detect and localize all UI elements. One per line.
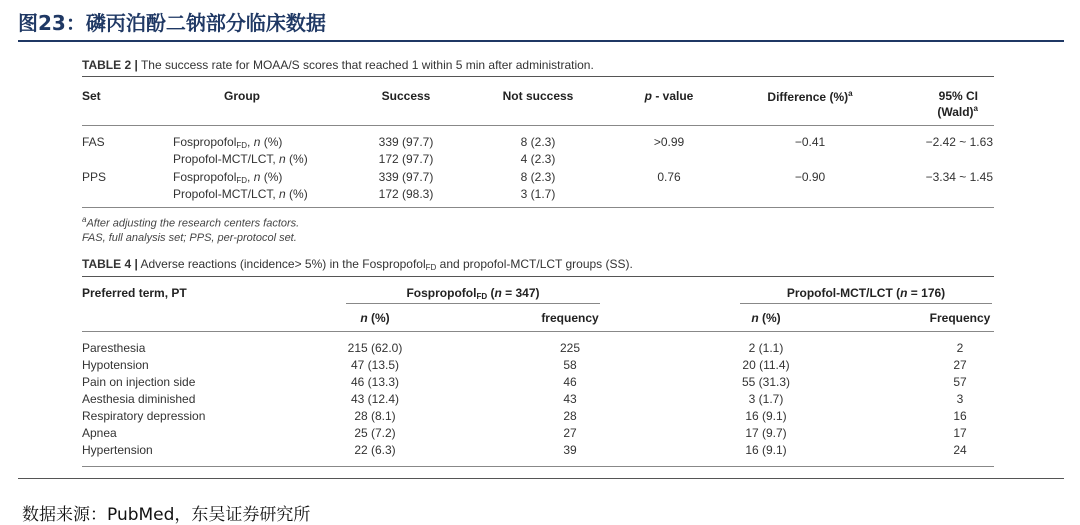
table2-cell-ci: −3.34 ~ 1.45	[925, 170, 993, 184]
table4-cell-prop-n: 16 (9.1)	[745, 443, 787, 457]
table2-row-group-propofol: Propofol-MCT/LCT, n (%)	[173, 187, 308, 201]
table2-cell: 4 (2.3)	[520, 152, 556, 166]
title-rule	[18, 40, 1064, 42]
table2-cell-p: >0.99	[653, 135, 685, 149]
table2-cell-ci: −2.42 ~ 1.63	[925, 135, 993, 149]
table2-row-set-fas: FAS	[82, 135, 105, 149]
table4-header-prop-n: n (%)	[751, 311, 781, 325]
table4-cell-prop-n: 3 (1.7)	[748, 392, 784, 406]
table4-header-fos-frequency: frequency	[541, 311, 599, 325]
table2-header-ci-wald: (Wald)$^a$	[937, 104, 978, 119]
table4-cell-fos-frequency: 58	[563, 358, 577, 372]
table2-header-rule	[82, 125, 994, 126]
table4-cell-fos-n: 43 (12.4)	[350, 392, 400, 406]
table2-header-ci: 95% CI	[938, 89, 978, 103]
table4-header-propofol: Propofol-MCT/LCT (n = 176)	[786, 286, 946, 300]
table4-cell-prop-n: 16 (9.1)	[745, 409, 787, 423]
table4-cell-prop-frequency: 24	[953, 443, 967, 457]
table2-caption	[82, 58, 594, 72]
table4-cell-term: Hypertension	[82, 443, 153, 457]
table4-label: TABLE 4 |	[82, 257, 138, 271]
table4-cell-prop-frequency: 16	[953, 409, 967, 423]
table4-cell-prop-n: 55 (31.3)	[741, 375, 791, 389]
table4-top-rule	[82, 276, 994, 277]
table4-cell-fos-frequency: 39	[563, 443, 577, 457]
table4-cell-prop-frequency: 17	[953, 426, 967, 440]
table4-header-term: Preferred term, PT	[82, 286, 187, 300]
table2-cell-diff: −0.41	[794, 135, 826, 149]
table4-cell-prop-frequency: 2	[956, 341, 964, 355]
table4-cell-term: Paresthesia	[82, 341, 146, 355]
table4-caption: TABLE 4 | Adverse reactions (incidence> 5%) in the Fospropofol$_{FD}$ and propofol-MCT/LCT groups (SS).	[82, 257, 633, 272]
table2-cell: 3 (1.7)	[520, 187, 556, 201]
table4-cell-fos-frequency: 27	[563, 426, 577, 440]
table4-header-prop-frequency: Frequency	[929, 311, 991, 325]
table2-header-p-value: p - value	[644, 89, 694, 103]
table2-cell-p: 0.76	[657, 170, 681, 184]
table2-footnote: $^a$After adjusting the research centers factors.	[82, 215, 300, 230]
table4-cell-prop-frequency: 3	[956, 392, 964, 406]
table4-cell-term: Hypotension	[82, 358, 149, 372]
table4-cell-term: Respiratory depression	[82, 409, 206, 423]
figure-title: 图23：磷丙泊酚二钠部分临床数据	[18, 11, 326, 35]
table2-bottom-rule	[82, 207, 994, 208]
table2-row-set-pps: PPS	[82, 170, 107, 184]
table4-cell-fos-n: 215 (62.0)	[347, 341, 403, 355]
table2-cell: 339 (97.7)	[378, 135, 434, 149]
table2-header-group: Group	[224, 89, 260, 103]
table2-cell: 172 (97.7)	[378, 152, 434, 166]
table2-cell: 8 (2.3)	[520, 170, 556, 184]
table4-cell-fos-frequency: 43	[563, 392, 577, 406]
table4-cell-prop-n: 20 (11.4)	[742, 358, 790, 372]
table2-cell-diff: −0.90	[794, 170, 826, 184]
source-rule	[18, 478, 1064, 479]
table2-cell: 339 (97.7)	[378, 170, 434, 184]
table4-cell-fos-n: 47 (13.5)	[350, 358, 400, 372]
table2-header-success: Success	[381, 89, 431, 103]
table4-cell-fos-n: 28 (8.1)	[354, 409, 396, 423]
table4-cell-prop-n: 17 (9.7)	[745, 426, 787, 440]
table4-fos-group-rule	[346, 303, 600, 304]
table4-cell-prop-frequency: 27	[953, 358, 967, 372]
table4-bottom-rule	[82, 466, 994, 467]
table2-row-group-fos: Fospropofol$_{FD}$, n (%)	[173, 170, 283, 185]
table4-cell-fos-frequency: 225	[559, 341, 581, 355]
table2-header-difference: Difference (%)$^a$	[767, 89, 853, 104]
table4-cell-fos-n: 25 (7.2)	[354, 426, 396, 440]
table2-abbreviations: FAS, full analysis set; PPS, per-protocol set.	[82, 232, 297, 244]
table4-cell-fos-frequency: 28	[563, 409, 577, 423]
table4-cell-fos-n: 46 (13.3)	[350, 375, 400, 389]
table4-cell-fos-n: 22 (6.3)	[354, 443, 396, 457]
table4-cell-term: Aesthesia diminished	[82, 392, 196, 406]
table2-caption-text: The success rate for MOAA/S scores that reached 1 within 5 min after administration.	[140, 58, 594, 72]
table4-cell-prop-frequency: 57	[953, 375, 967, 389]
table2-row-group-fos: Fospropofol$_{FD}$, n (%)	[173, 135, 283, 150]
table2-header-not-success: Not success	[502, 89, 574, 103]
table2-cell: 172 (98.3)	[378, 187, 434, 201]
table4-cell-term: Apnea	[82, 426, 117, 440]
table4-prop-group-rule	[740, 303, 992, 304]
table4-cell-fos-frequency: 46	[563, 375, 577, 389]
table2-label: TABLE 2 |	[82, 58, 138, 72]
table2-row-group-propofol: Propofol-MCT/LCT, n (%)	[173, 152, 308, 166]
table4-header-rule	[82, 331, 994, 332]
table4-header-fospropofol: Fospropofol$_{FD}$ (n = 347)	[406, 286, 540, 301]
table2-cell: 8 (2.3)	[520, 135, 556, 149]
table2-header-set: Set	[82, 89, 101, 103]
table4-cell-term: Pain on injection side	[82, 375, 196, 389]
source-note: 数据来源：PubMed，东吴证券研究所	[22, 505, 311, 525]
table4-header-fos-n: n (%)	[360, 311, 390, 325]
table2-top-rule	[82, 76, 994, 77]
table4-cell-prop-n: 2 (1.1)	[748, 341, 784, 355]
